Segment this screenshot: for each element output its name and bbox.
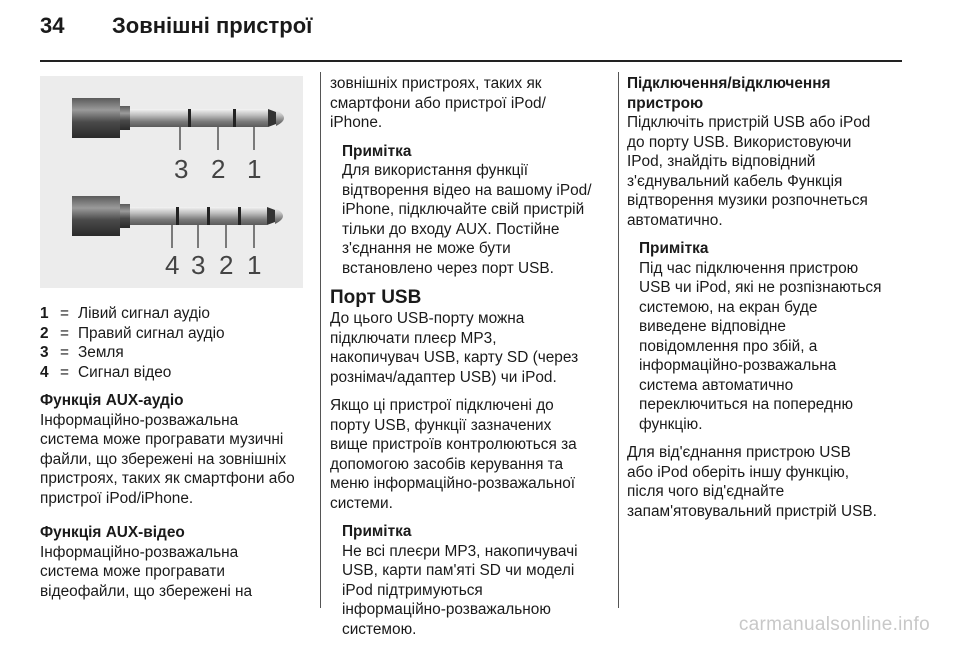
text-line: Підключення/відключення	[627, 75, 831, 92]
text-line: підключати плеєр MP3,	[330, 329, 497, 347]
text-line: пристрої iPod/iPhone.	[40, 489, 194, 507]
legend-number: 1	[40, 305, 49, 322]
text-line: або iPod оберіть іншу функцію,	[627, 463, 850, 481]
note-heading: Примітка	[639, 240, 709, 257]
legend-text: Земля	[78, 344, 124, 361]
note-box	[627, 239, 917, 434]
text-line: система автоматично	[639, 376, 794, 394]
intro-paragraph	[330, 74, 608, 133]
aux-plugs-illustration	[40, 76, 303, 288]
text-line: після чого від'єднайте	[627, 483, 785, 500]
legend-equals: =	[60, 305, 69, 322]
legend-text: Лівий сигнал аудіо	[78, 305, 210, 322]
text-line: системи.	[330, 494, 393, 512]
plug-3-pole	[72, 98, 284, 150]
column-divider	[320, 72, 321, 608]
text-line: повідомлення про збій, а	[639, 337, 818, 355]
text-line: вище пристроїв контролюються за	[330, 436, 577, 453]
text-line: відеофайли, що збережені на	[40, 582, 253, 600]
legend-row	[40, 324, 225, 344]
page-number: 34	[40, 13, 65, 38]
usb-paragraph	[330, 309, 608, 387]
legend-number: 4	[40, 363, 49, 381]
legend-equals: =	[60, 363, 69, 381]
text-line: з'єднувальний кабель Функція	[627, 172, 843, 190]
connect-heading	[627, 74, 917, 113]
text-line: відтворення музики розпочнеться	[627, 192, 868, 209]
text-line: Інформаційно-розважальна	[40, 411, 239, 429]
plug-bottom-label-2: 2	[219, 250, 234, 280]
text-line: файли, що збережені на зовнішніх	[40, 450, 287, 468]
column-2-text	[330, 74, 608, 648]
text-line: IPod, знайдіть відповідний	[627, 153, 816, 170]
text-line: допомогою засобів керування та	[330, 455, 564, 473]
legend-equals: =	[60, 324, 69, 342]
note-heading: Примітка	[342, 142, 412, 160]
column-1-text	[40, 391, 312, 610]
text-line: Для від'єднання пристрою USB	[627, 444, 851, 461]
header-rule	[40, 60, 902, 62]
column-3-text	[627, 74, 917, 530]
aux-audio-heading: Функція AUX-аудіо	[40, 392, 184, 409]
text-line: пристроях, таких як смартфони або	[40, 470, 295, 487]
note-heading: Примітка	[342, 523, 412, 540]
text-line: меню інформаційно-розважальної	[330, 475, 576, 492]
figure-legend	[40, 304, 225, 382]
text-line: Інформаційно-розважальна	[40, 543, 239, 561]
plug-top-label-2: 2	[211, 154, 226, 184]
plug-top-label-3: 3	[174, 154, 189, 184]
text-line: Підключіть пристрій USB або iPod	[627, 114, 871, 131]
text-line: Для використання функції	[342, 162, 529, 179]
text-line: iPhone.	[330, 114, 383, 131]
legend-row	[40, 343, 225, 363]
text-line: система може програвати	[40, 563, 225, 580]
text-line: системою.	[342, 620, 417, 638]
note-box	[330, 522, 608, 639]
aux-plugs-figure	[40, 76, 303, 288]
text-line: до порту USB. Використовуючи	[627, 133, 852, 151]
text-line: iPod підтримуються	[342, 581, 483, 599]
legend-number: 2	[40, 324, 49, 342]
text-line: накопичувач USB, карту SD (через	[330, 349, 579, 366]
text-line: До цього USB-порту можна	[330, 310, 525, 327]
plug-bottom-label-4: 4	[165, 250, 180, 280]
text-line: встановлено через порт USB.	[342, 259, 554, 277]
legend-text: Правий сигнал аудіо	[78, 324, 225, 342]
text-line: інформаційно-розважальною	[342, 601, 551, 618]
text-line: смартфони або пристрої iPod/	[330, 94, 546, 112]
text-line: порту USB, функції зазначених	[330, 416, 552, 434]
plug-4-pole	[72, 196, 283, 248]
text-line: Під час підключення пристрою	[639, 259, 859, 277]
aux-video-heading: Функція AUX-відео	[40, 524, 185, 541]
text-line: пристрою	[627, 94, 704, 112]
legend-text: Сигнал відео	[78, 363, 172, 381]
text-line: тільки до входу AUX. Постійне	[342, 220, 560, 238]
connect-paragraph	[627, 113, 917, 230]
text-line: автоматично.	[627, 211, 723, 229]
text-line: запам'ятовувальний пристрій USB.	[627, 502, 877, 520]
text-line: виведене відповідне	[639, 318, 786, 335]
legend-row	[40, 304, 225, 324]
text-line: функцію.	[639, 415, 703, 433]
text-line: USB чи iPod, які не розпізнаються	[639, 279, 882, 296]
legend-equals: =	[60, 344, 69, 361]
aux-audio-paragraph	[40, 411, 312, 509]
text-line: інформаційно-розважальна	[639, 357, 837, 374]
plug-bottom-label-1: 1	[247, 250, 262, 280]
column-divider	[618, 72, 619, 608]
text-line: iPhone, підключайте свій пристрій	[342, 201, 585, 218]
disconnect-paragraph	[627, 443, 917, 521]
text-line: система може програвати музичні	[40, 431, 284, 448]
text-line: Не всі плеєри MP3, накопичувачі	[342, 542, 578, 560]
text-line: відтворення відео на вашому iPod/	[342, 181, 592, 199]
text-line: зовнішніх пристроях, таких як	[330, 75, 542, 92]
plug-top-label-1: 1	[247, 154, 262, 184]
text-line: з'єднання не може бути	[342, 240, 511, 257]
legend-number: 3	[40, 344, 49, 361]
watermark: carmanualsonline.info	[738, 614, 930, 635]
note-box	[330, 142, 608, 279]
text-line: USB, карти пам'яті SD чи моделі	[342, 562, 575, 579]
usb-port-heading: Порт USB	[330, 287, 422, 308]
legend-row	[40, 363, 225, 383]
text-line: Якщо ці пристрої підключені до	[330, 397, 554, 414]
usb-control-paragraph	[330, 396, 608, 513]
text-line: системою, на екран буде	[639, 298, 818, 316]
page-title: Зовнішні пристрої	[112, 13, 313, 38]
plug-bottom-label-3: 3	[191, 250, 206, 280]
aux-video-paragraph	[40, 543, 312, 602]
text-line: рознімач/адаптер USB) чи iPod.	[330, 368, 557, 386]
text-line: переключиться на попередню	[639, 396, 854, 413]
